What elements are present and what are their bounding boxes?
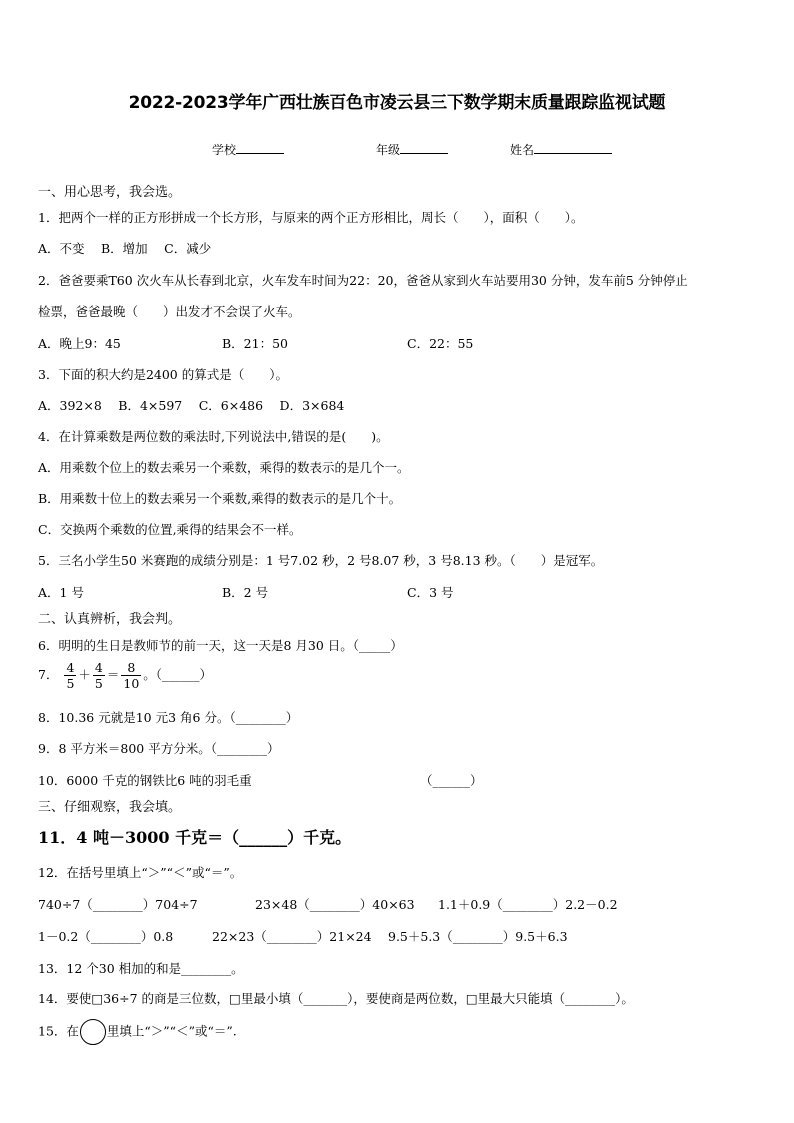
question-4-option-c: C．交换两个乘数的位置,乘得的结果会不一样。 bbox=[38, 522, 302, 537]
question-12-row-2-a: 1－0.2（________）0.8 bbox=[38, 929, 174, 944]
question-7-tail: 。（______） bbox=[143, 667, 213, 682]
grade-field bbox=[376, 141, 448, 158]
question-5: 5．三名小学生50 米赛跑的成绩分别是：1 号7.02 秒，2 号8.07 秒，3 号8.13 秒。（ ）是冠军。 bbox=[38, 553, 604, 568]
question-12: 12．在括号里填上“＞”“＜”或“＝”。 bbox=[38, 865, 243, 880]
school-field bbox=[212, 141, 284, 158]
question-6: 6．明明的生日是教师节的前一天，这一天是8 月30 日。（_____） bbox=[38, 638, 403, 653]
name-label: 姓名 bbox=[510, 143, 535, 157]
question-12-row-1-c: 1.1＋0.9（________）2.2－0.2 bbox=[438, 897, 618, 912]
question-4-option-a: A．用乘数个位上的数去乘另一个乘数，乘得的数表示的是几个一。 bbox=[38, 460, 410, 475]
school-blank[interactable] bbox=[236, 141, 284, 154]
question-15-post: 里填上“＞”“＜”或“＝”. bbox=[106, 1023, 237, 1039]
question-8: 8．10.36 元就是10 元3 角6 分。（________） bbox=[38, 710, 299, 725]
numerator: 4 bbox=[66, 660, 75, 675]
question-12-row-2-c: 9.5＋5.3（________）9.5＋6.3 bbox=[388, 929, 568, 944]
question-2-option-a: A．晚上9：45 bbox=[38, 336, 121, 351]
denominator: 10 bbox=[123, 676, 140, 691]
numerator: 8 bbox=[127, 660, 136, 675]
question-10-answer[interactable]: （______） bbox=[420, 773, 483, 788]
question-5-option-b: B．2 号 bbox=[222, 585, 269, 600]
denominator: 5 bbox=[94, 676, 103, 691]
question-12-row-1-a: 740÷7（________）704÷7 bbox=[38, 897, 198, 912]
grade-blank[interactable] bbox=[400, 141, 448, 154]
question-13: 13．12 个30 相加的和是________。 bbox=[38, 961, 244, 976]
question-1: 1．把两个一样的正方形拼成一个长方形，与原来的两个正方形相比，周长（ ），面积（ ）。 bbox=[38, 210, 584, 225]
question-9: 9．8 平方米＝800 平方分米。（________） bbox=[38, 741, 280, 756]
question-5-option-c: C．3 号 bbox=[407, 585, 454, 600]
question-11: 11．4 吨－3000 千克＝（______）千克。 bbox=[38, 828, 352, 847]
section-heading-1: 一、用心思考，我会选。 bbox=[38, 185, 182, 200]
equals-sign: ＝ bbox=[106, 667, 120, 682]
question-4-option-b: B．用乘数十位上的数去乘另一个乘数,乘得的数表示的是几个十。 bbox=[38, 491, 402, 506]
question-14: 14．要使□36÷7 的商是三位数，□里最小填（_______），要使商是两位数，□里最大只能填（________）。 bbox=[38, 991, 634, 1006]
question-5-option-a: A．1 号 bbox=[38, 585, 84, 600]
name-field bbox=[510, 141, 612, 158]
question-2-option-b: B．21：50 bbox=[222, 336, 288, 351]
grade-label: 年级 bbox=[376, 143, 401, 157]
page-title: 2022-2023学年广西壮族百色市凌云县三下数学期末质量跟踪监视试题 bbox=[128, 93, 666, 113]
question-15 bbox=[38, 1019, 237, 1045]
section-heading-3: 三、仔细观察，我会填。 bbox=[38, 800, 182, 815]
school-label: 学校 bbox=[212, 143, 237, 157]
section-heading-2: 二、认真辨析，我会判。 bbox=[38, 612, 182, 627]
fraction-4-5-b bbox=[93, 660, 105, 691]
fraction-8-10 bbox=[121, 660, 141, 691]
question-2-line-1: 2．爸爸要乘T60 次火车从长春到北京，火车发车时间为22：20，爸爸从家到火车站要用30 分钟，发车前5 分钟停止 bbox=[38, 273, 688, 288]
denominator: 5 bbox=[66, 676, 75, 691]
question-7-label: 7． bbox=[38, 667, 59, 682]
question-7 bbox=[38, 660, 212, 691]
numerator: 4 bbox=[94, 660, 103, 675]
name-blank[interactable] bbox=[534, 141, 612, 154]
fraction-4-5-a bbox=[64, 660, 76, 691]
question-2-option-c: C．22：55 bbox=[407, 336, 474, 351]
question-3: 3．下面的积大约是2400 的算式是（ ）。 bbox=[38, 367, 288, 382]
circle-blank-icon[interactable] bbox=[80, 1019, 106, 1045]
plus-sign: ＋ bbox=[78, 667, 91, 682]
question-12-row-1-b: 23×48（________）40×63 bbox=[255, 897, 415, 912]
question-10: 10．6000 千克的钢铁比6 吨的羽毛重 bbox=[38, 773, 252, 788]
question-3-options: A．392×8 B．4×597 C．6×486 D．3×684 bbox=[38, 398, 345, 413]
question-12-row-2-b: 22×23（________）21×24 bbox=[212, 929, 372, 944]
question-2-line-2: 检票，爸爸最晚（ ）出发才不会误了火车。 bbox=[38, 304, 301, 319]
question-15-pre: 15．在 bbox=[38, 1023, 79, 1039]
question-1-options: A．不变 B．增加 C．减少 bbox=[38, 241, 212, 256]
question-4: 4．在计算乘数是两位数的乘法时,下列说法中,错误的是( )。 bbox=[38, 429, 389, 444]
